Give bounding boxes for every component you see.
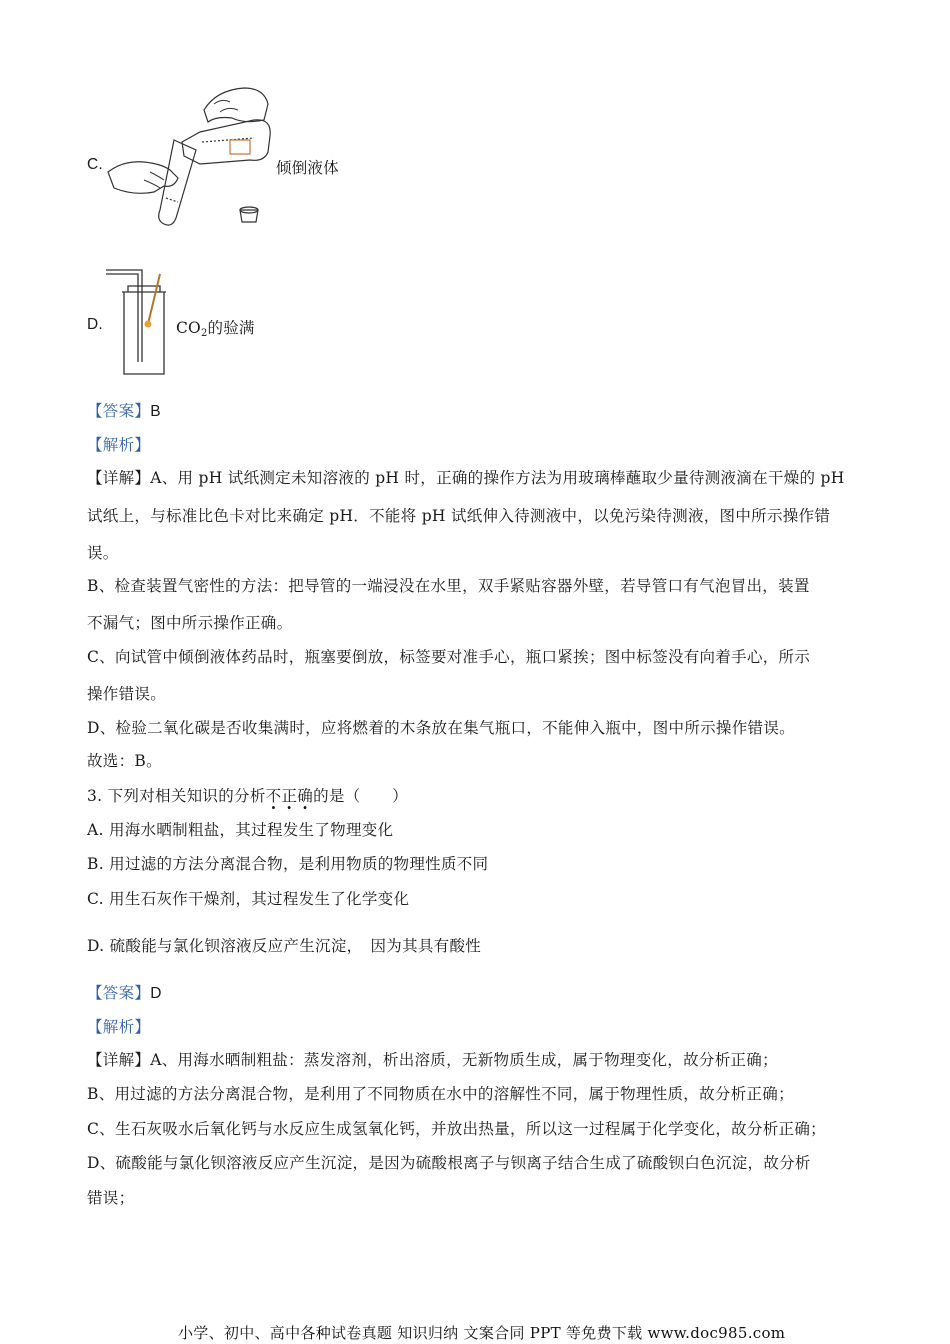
- gas-collecting-bottle: [122, 286, 166, 374]
- stopper: [240, 207, 258, 222]
- option-d-caption: $CO_2$的验满: [176, 319, 255, 339]
- q2-analysis-label: 【解析】: [87, 436, 151, 454]
- reagent-bottle: [182, 120, 270, 164]
- option-c-caption: 倾倒液体: [276, 159, 339, 177]
- pouring-liquid-illustration: [104, 80, 274, 230]
- co2-test-illustration: [104, 262, 174, 382]
- q3-option-c: C. 用生石灰作干燥剂，其过程发生了化学变化: [87, 890, 410, 908]
- q2-line-5: 不漏气；图中所示操作正确。: [87, 614, 293, 632]
- q2-line-8: D、检验二氧化碳是否收集满时，应将燃着的木条放在集气瓶口，不能伸入瓶中，图中所示操作错误。: [87, 719, 795, 737]
- q3-stem: 3. 下列对相关知识的分析不正确的是（ ）: [87, 787, 408, 805]
- q2-line-2: 试纸上，与标准比色卡对比来确定 pH．不能将 pH 试纸伸入待测液中，以免污染待测液，图中所示操作错: [87, 507, 831, 525]
- flame-icon: [145, 321, 152, 328]
- q2-line-4: B、检查装置气密性的方法：把导管的一端浸没在水里，双手紧贴容器外壁，若导管口有气泡冒出，装置: [87, 577, 810, 595]
- q3-option-a: A. 用海水晒制粗盐，其过程发生了物理变化: [87, 821, 394, 839]
- q3-option-d: D. 硫酸能与氯化钡溶液反应产生沉淀， 因为其具有酸性: [87, 937, 482, 955]
- option-d-letter: D.: [87, 316, 103, 333]
- q3-answer: 【答案】D: [87, 984, 162, 1002]
- q3-analysis-label: 【解析】: [87, 1018, 151, 1036]
- q2-line-1: 【详解】A、用 pH 试纸测定未知溶液的 pH 时，正确的操作方法为用玻璃棒蘸取少量待测液滴在干燥的 pH: [87, 469, 845, 487]
- q3-option-b: B. 用过滤的方法分离混合物，是利用物质的物理性质不同: [87, 855, 489, 873]
- q3-line-4: D、硫酸能与氯化钡溶液反应产生沉淀，是因为硫酸根离子与钡离子结合生成了硫酸钡白色沉淀，故分析: [87, 1154, 811, 1172]
- q2-line-3: 误。: [87, 544, 119, 562]
- q2-line-7: 操作错误。: [87, 685, 167, 703]
- q2-line-9: 故选：B。: [87, 752, 162, 770]
- page-footer: 小学、初中、高中各种试卷真题 知识归纳 文案合同 PPT 等免费下载 www.doc985.com: [178, 1324, 786, 1342]
- test-tube: [159, 140, 196, 225]
- q2-answer: 【答案】B: [87, 402, 161, 420]
- q3-line-3: C、生石灰吸水后氧化钙与水反应生成氢氧化钙，并放出热量，所以这一过程属于化学变化，故分析正确；: [87, 1120, 826, 1138]
- q2-line-6: C、向试管中倾倒液体药品时，瓶塞要倒放，标签要对准手心，瓶口紧挨；图中标签没有向着手心，所示: [87, 648, 811, 666]
- q3-line-5: 错误；: [87, 1189, 135, 1207]
- q3-line-2: B、用过滤的方法分离混合物，是利用了不同物质在水中的溶解性不同，属于物理性质，故分析正确；: [87, 1085, 794, 1103]
- q3-line-1: 【详解】A、用海水晒制粗盐：蒸发溶剂，析出溶质，无新物质生成，属于物理变化，故分析正确；: [87, 1051, 778, 1069]
- option-c-letter: C.: [87, 156, 103, 173]
- wooden-splint: [148, 274, 160, 324]
